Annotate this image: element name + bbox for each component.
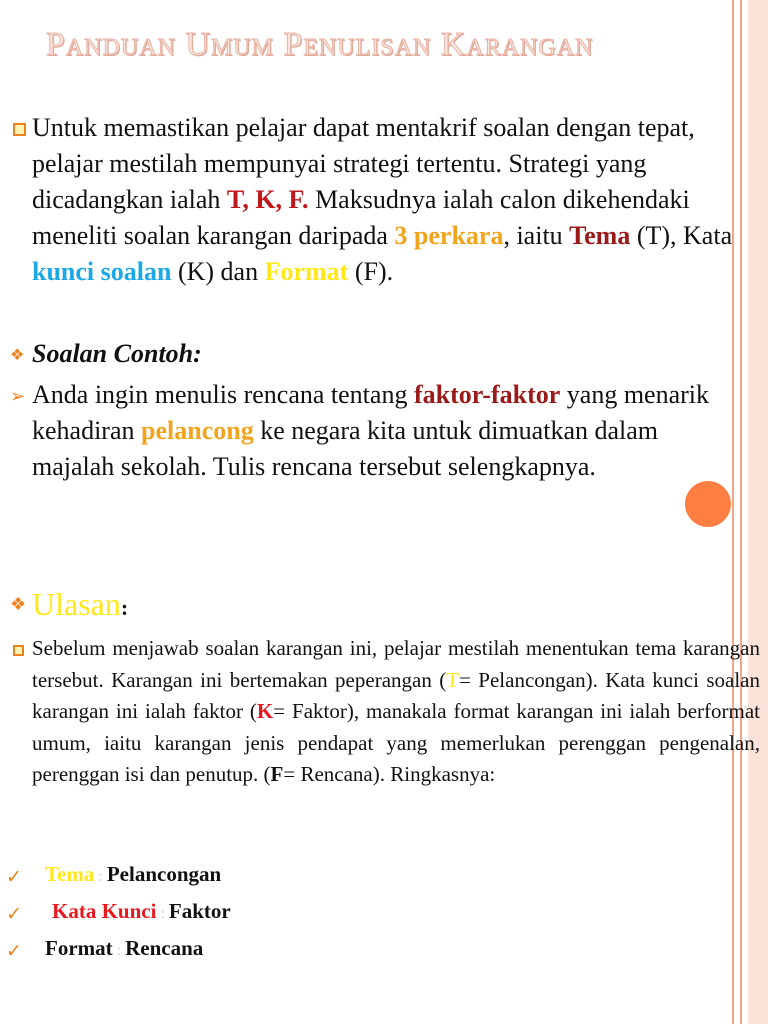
slide-edge-band: [748, 0, 768, 1024]
square-bullet-icon: [13, 645, 24, 656]
check-bullet-icon: ✓: [6, 941, 22, 962]
diamond-bullet-icon: ❖: [10, 347, 25, 364]
check-bullet-icon: ✓: [6, 904, 22, 925]
ulasan-heading: Ulasan:: [32, 586, 129, 622]
arrow-bullet-icon: ➢: [10, 386, 26, 406]
summary-item: Kata Kunci : Faktor: [52, 899, 231, 923]
check-bullet-icon: ✓: [6, 867, 22, 888]
soalan-heading: Soalan Contoh:: [32, 339, 202, 368]
ulasan-paragraph: Sebelum menjawab soalan karangan ini, pelajar mestilah menentukan tema karangan tersebut. Karangan ini bertemakan peperangan (T= Pelancongan). Kata kunci soalan karangan ini ialah faktor (K= Faktor), manakala format karangan ini ialah berformat umum, iaitu karangan jenis pendapat yang memerlukan perenggan pengenalan, perenggan isi dan penutup. (F= Rencana). Ringkasnya:: [32, 636, 760, 786]
summary-item: Format : Rencana: [45, 936, 204, 960]
soalan-paragraph: Anda ingin menulis rencana tentang faktor-faktor yang menarik kehadiran pelancong ke negara kita untuk dimuatkan dalam majalah sekolah. Tulis rencana tersebut selengkapnya.: [32, 380, 710, 481]
page-title: Panduan Umum Penulisan Karangan: [46, 26, 594, 63]
summary-item: Tema : Pelancongan: [45, 862, 222, 886]
intro-paragraph: Untuk memastikan pelajar dapat mentakrif soalan dengan tepat, pelajar mestilah mempunyai strategi tertentu. Strategi yang dicadangkan ialah T, K, F. Maksudnya ialah calon dikehendaki meneliti soalan karangan daripada 3 perkara, iaitu Tema (T), Kata kunci soalan (K) dan Format (F).: [32, 113, 733, 286]
orange-circle-decoration: [685, 481, 731, 527]
square-bullet-icon: [13, 123, 26, 136]
diamond-bullet-icon: ❖: [10, 594, 27, 614]
